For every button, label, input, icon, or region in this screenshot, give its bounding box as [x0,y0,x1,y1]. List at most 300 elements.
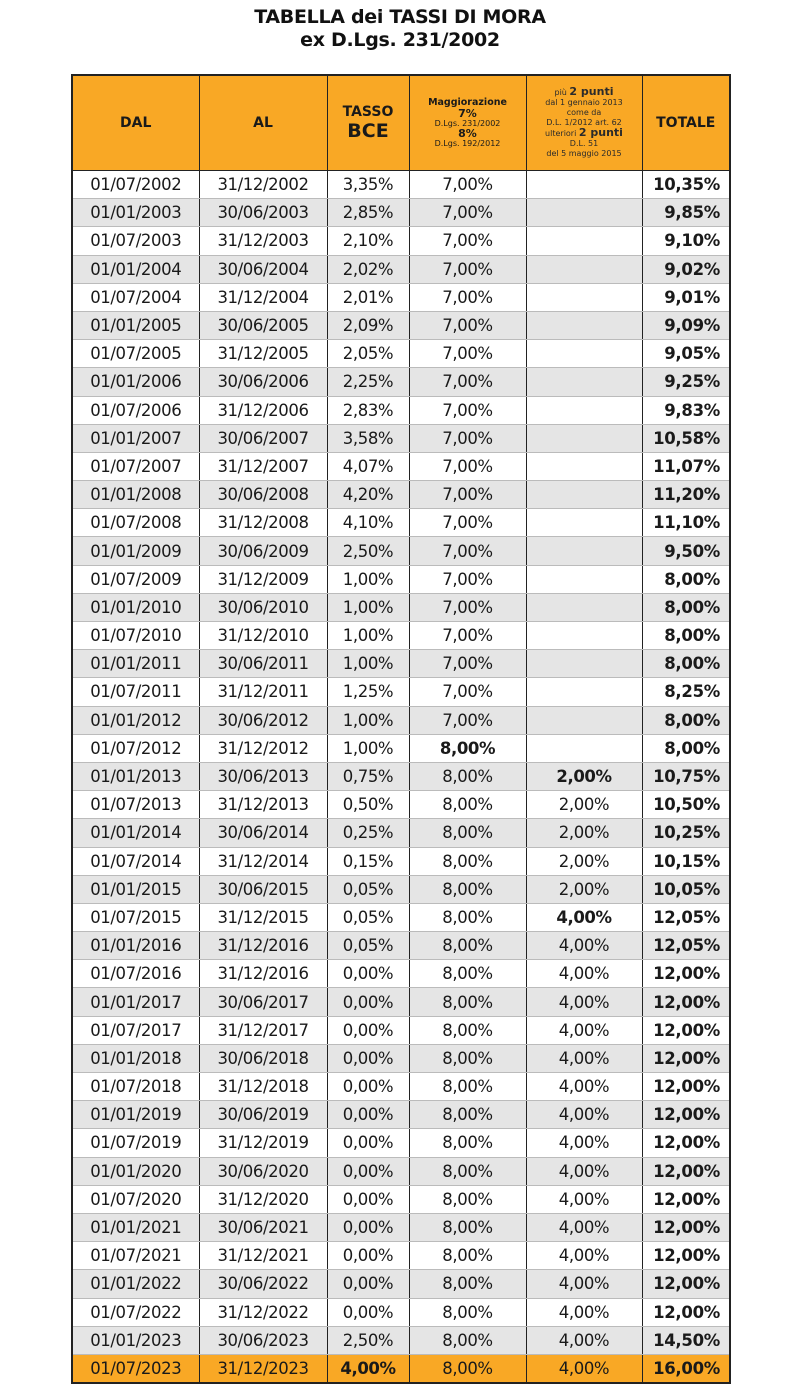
cell-punti [526,199,642,227]
cell-punti [526,227,642,255]
cell-totale: 9,02% [642,255,730,283]
header-tasso-label: TASSO [342,104,394,120]
cell-maggiorazione: 7,00% [409,311,526,339]
cell-maggiorazione: 8,00% [409,1326,526,1354]
cell-dal: 01/07/2018 [72,1073,199,1101]
header-magg-ref-2: D.Lgs. 192/2012 [434,139,501,148]
cell-tasso-bce: 0,00% [327,1270,409,1298]
cell-totale: 12,00% [642,960,730,988]
cell-tasso-bce: 1,00% [327,593,409,621]
cell-al: 30/06/2013 [199,762,327,790]
cell-tasso-bce: 0,05% [327,875,409,903]
cell-tasso-bce: 2,85% [327,199,409,227]
cell-dal: 01/07/2005 [72,340,199,368]
cell-al: 31/12/2021 [199,1242,327,1270]
table-row [72,227,730,255]
cell-dal: 01/01/2006 [72,368,199,396]
cell-tasso-bce: 0,05% [327,932,409,960]
cell-al: 31/12/2018 [199,1073,327,1101]
cell-dal: 01/01/2012 [72,706,199,734]
cell-dal: 01/01/2004 [72,255,199,283]
cell-al: 31/12/2009 [199,565,327,593]
cell-totale: 8,00% [642,622,730,650]
table-row [72,1129,730,1157]
cell-maggiorazione: 7,00% [409,424,526,452]
header-punti-ulteriori: ulteriori [545,129,577,138]
cell-al: 31/12/2006 [199,396,327,424]
cell-punti: 2,00% [526,791,642,819]
cell-dal: 01/01/2008 [72,481,199,509]
cell-maggiorazione: 7,00% [409,283,526,311]
cell-totale: 10,25% [642,819,730,847]
cell-tasso-bce: 3,58% [327,424,409,452]
table-row [72,1101,730,1129]
table-row [72,1016,730,1044]
cell-al: 30/06/2006 [199,368,327,396]
cell-dal: 01/07/2020 [72,1185,199,1213]
cell-dal: 01/01/2017 [72,988,199,1016]
cell-al: 30/06/2003 [199,199,327,227]
cell-dal: 01/07/2003 [72,227,199,255]
cell-totale: 12,05% [642,903,730,931]
header-punti-line-6: D.L. 51 [569,139,599,148]
cell-punti [526,622,642,650]
cell-maggiorazione: 8,00% [409,819,526,847]
cell-punti: 4,00% [526,1129,642,1157]
cell-totale: 8,00% [642,593,730,621]
cell-totale: 9,05% [642,340,730,368]
cell-tasso-bce: 2,50% [327,1326,409,1354]
header-totale: TOTALE [642,75,730,171]
cell-al: 30/06/2004 [199,255,327,283]
header-punti [526,75,642,171]
cell-dal: 01/01/2009 [72,537,199,565]
cell-maggiorazione: 7,00% [409,593,526,621]
cell-punti [526,734,642,762]
cell-totale: 10,50% [642,791,730,819]
cell-totale: 10,15% [642,847,730,875]
cell-dal: 01/01/2020 [72,1157,199,1185]
cell-tasso-bce: 2,05% [327,340,409,368]
cell-maggiorazione: 8,00% [409,875,526,903]
table-row [72,650,730,678]
cell-punti [526,565,642,593]
cell-tasso-bce: 0,00% [327,988,409,1016]
table-row [72,1073,730,1101]
cell-totale: 9,10% [642,227,730,255]
cell-al: 31/12/2008 [199,509,327,537]
cell-punti: 4,00% [526,1326,642,1354]
cell-dal: 01/07/2019 [72,1129,199,1157]
header-magg-percent-1: 7% [458,107,477,120]
cell-totale: 8,00% [642,650,730,678]
cell-totale: 12,00% [642,988,730,1016]
table-row [72,819,730,847]
cell-maggiorazione: 7,00% [409,255,526,283]
cell-punti [526,481,642,509]
cell-punti [526,283,642,311]
cell-maggiorazione: 7,00% [409,199,526,227]
cell-tasso-bce: 1,00% [327,622,409,650]
cell-totale: 9,50% [642,537,730,565]
cell-maggiorazione: 7,00% [409,678,526,706]
cell-punti: 4,00% [526,1044,642,1072]
header-punti-bold-2: 2 punti [578,126,623,139]
cell-punti [526,537,642,565]
table-row [72,593,730,621]
cell-totale: 12,00% [642,1185,730,1213]
cell-tasso-bce: 1,00% [327,734,409,762]
cell-dal: 01/07/2021 [72,1242,199,1270]
cell-dal: 01/07/2015 [72,903,199,931]
cell-al: 30/06/2019 [199,1101,327,1129]
cell-dal: 01/07/2017 [72,1016,199,1044]
cell-maggiorazione: 7,00% [409,396,526,424]
table-row [72,340,730,368]
header-dal: DAL [72,75,199,171]
cell-tasso-bce: 1,00% [327,565,409,593]
cell-dal: 01/01/2013 [72,762,199,790]
header-magg-ref-1: D.Lgs. 231/2002 [434,119,501,128]
cell-totale: 14,50% [642,1326,730,1354]
cell-maggiorazione: 7,00% [409,565,526,593]
table-row [72,875,730,903]
table-row [72,734,730,762]
table-row [72,452,730,480]
cell-totale: 8,00% [642,565,730,593]
cell-dal: 01/07/2009 [72,565,199,593]
cell-dal: 01/01/2015 [72,875,199,903]
cell-al: 30/06/2009 [199,537,327,565]
cell-tasso-bce: 4,07% [327,452,409,480]
cell-tasso-bce: 0,25% [327,819,409,847]
cell-al: 30/06/2008 [199,481,327,509]
cell-al: 30/06/2005 [199,311,327,339]
cell-punti [526,171,642,199]
cell-maggiorazione: 8,00% [409,1298,526,1326]
header-punti-bold-1: 2 punti [569,85,614,98]
cell-al: 31/12/2016 [199,960,327,988]
cell-dal: 01/01/2010 [72,593,199,621]
cell-maggiorazione: 7,00% [409,368,526,396]
cell-dal: 01/07/2013 [72,791,199,819]
table-row [72,903,730,931]
cell-tasso-bce: 3,35% [327,171,409,199]
table-row [72,565,730,593]
cell-al: 30/06/2015 [199,875,327,903]
cell-maggiorazione: 8,00% [409,734,526,762]
cell-tasso-bce: 4,20% [327,481,409,509]
cell-maggiorazione: 8,00% [409,988,526,1016]
cell-totale: 10,58% [642,424,730,452]
cell-totale: 8,00% [642,706,730,734]
cell-tasso-bce: 0,75% [327,762,409,790]
cell-al: 31/12/2003 [199,227,327,255]
cell-punti: 2,00% [526,847,642,875]
table-row [72,368,730,396]
cell-tasso-bce: 0,00% [327,1101,409,1129]
cell-punti [526,678,642,706]
cell-maggiorazione: 7,00% [409,340,526,368]
table-row [72,1326,730,1354]
cell-dal: 01/01/2003 [72,199,199,227]
cell-maggiorazione: 7,00% [409,481,526,509]
cell-dal: 01/01/2021 [72,1213,199,1241]
header-punti-line-1 [527,87,642,98]
cell-dal: 01/07/2014 [72,847,199,875]
table-row [72,622,730,650]
table-body [72,171,730,1384]
cell-al: 30/06/2017 [199,988,327,1016]
cell-tasso-bce: 2,25% [327,368,409,396]
cell-punti: 4,00% [526,988,642,1016]
cell-tasso-bce: 2,02% [327,255,409,283]
cell-punti [526,452,642,480]
cell-totale: 12,05% [642,932,730,960]
cell-punti: 4,00% [526,1298,642,1326]
cell-punti [526,396,642,424]
cell-punti: 2,00% [526,875,642,903]
cell-punti [526,509,642,537]
cell-punti: 4,00% [526,903,642,931]
cell-tasso-bce: 1,00% [327,650,409,678]
cell-al: 30/06/2020 [199,1157,327,1185]
cell-dal: 01/01/2005 [72,311,199,339]
cell-maggiorazione: 8,00% [409,1073,526,1101]
cell-dal: 01/01/2016 [72,932,199,960]
cell-punti: 4,00% [526,1270,642,1298]
cell-al: 31/12/2012 [199,734,327,762]
cell-totale: 8,25% [642,678,730,706]
cell-punti [526,706,642,734]
cell-maggiorazione: 8,00% [409,847,526,875]
cell-totale: 12,00% [642,1044,730,1072]
title-line-1: TABELLA dei TASSI DI MORA [254,6,546,28]
cell-dal: 01/07/2010 [72,622,199,650]
cell-maggiorazione: 8,00% [409,1270,526,1298]
cell-tasso-bce: 0,00% [327,1073,409,1101]
cell-tasso-bce: 0,00% [327,1185,409,1213]
cell-dal: 01/01/2023 [72,1326,199,1354]
cell-totale: 8,00% [642,734,730,762]
cell-maggiorazione: 8,00% [409,1213,526,1241]
cell-dal: 01/01/2007 [72,424,199,452]
cell-al: 31/12/2019 [199,1129,327,1157]
cell-punti: 4,00% [526,1157,642,1185]
cell-dal: 01/01/2022 [72,1270,199,1298]
cell-maggiorazione: 7,00% [409,537,526,565]
table-row [72,1044,730,1072]
cell-al: 30/06/2018 [199,1044,327,1072]
cell-tasso-bce: 0,00% [327,1242,409,1270]
cell-totale: 9,85% [642,199,730,227]
cell-maggiorazione: 7,00% [409,622,526,650]
cell-maggiorazione: 8,00% [409,1044,526,1072]
cell-dal: 01/07/2022 [72,1298,199,1326]
table-row [72,988,730,1016]
cell-tasso-bce: 0,00% [327,1298,409,1326]
cell-maggiorazione: 8,00% [409,1016,526,1044]
cell-maggiorazione: 8,00% [409,1242,526,1270]
cell-punti: 4,00% [526,932,642,960]
cell-maggiorazione: 8,00% [409,1354,526,1383]
cell-punti: 4,00% [526,1354,642,1383]
cell-totale: 9,83% [642,396,730,424]
table-row [72,283,730,311]
cell-tasso-bce: 0,15% [327,847,409,875]
table-title [0,6,800,52]
cell-tasso-bce: 0,05% [327,903,409,931]
cell-maggiorazione: 7,00% [409,452,526,480]
header-maggiorazione [409,75,526,171]
cell-punti [526,311,642,339]
table-row [72,706,730,734]
table-row [72,1270,730,1298]
cell-totale: 9,25% [642,368,730,396]
cell-dal: 01/01/2011 [72,650,199,678]
table-row [72,762,730,790]
cell-punti: 4,00% [526,1073,642,1101]
cell-punti [526,424,642,452]
cell-dal: 01/07/2008 [72,509,199,537]
cell-tasso-bce: 4,10% [327,509,409,537]
cell-punti: 4,00% [526,1016,642,1044]
cell-al: 31/12/2005 [199,340,327,368]
cell-al: 30/06/2011 [199,650,327,678]
cell-maggiorazione: 8,00% [409,1185,526,1213]
cell-tasso-bce: 4,00% [327,1354,409,1383]
cell-dal: 01/07/2004 [72,283,199,311]
header-row [72,75,730,171]
table-row [72,537,730,565]
table-row [72,481,730,509]
late-interest-rates-table [71,74,731,1384]
cell-al: 31/12/2013 [199,791,327,819]
cell-al: 31/12/2020 [199,1185,327,1213]
cell-dal: 01/01/2019 [72,1101,199,1129]
cell-totale: 12,00% [642,1213,730,1241]
cell-punti [526,255,642,283]
cell-dal: 01/07/2011 [72,678,199,706]
table-row [72,396,730,424]
cell-tasso-bce: 0,00% [327,1044,409,1072]
cell-totale: 9,09% [642,311,730,339]
cell-totale: 11,20% [642,481,730,509]
cell-totale: 12,00% [642,1157,730,1185]
cell-al: 31/12/2014 [199,847,327,875]
cell-punti [526,340,642,368]
cell-totale: 12,00% [642,1298,730,1326]
cell-punti [526,593,642,621]
cell-totale: 16,00% [642,1354,730,1383]
cell-al: 31/12/2015 [199,903,327,931]
cell-dal: 01/07/2023 [72,1354,199,1383]
cell-dal: 01/01/2014 [72,819,199,847]
cell-dal: 01/07/2016 [72,960,199,988]
header-punti-line-5 [527,128,642,139]
cell-totale: 12,00% [642,1129,730,1157]
cell-al: 30/06/2014 [199,819,327,847]
cell-totale: 11,10% [642,509,730,537]
cell-al: 31/12/2023 [199,1354,327,1383]
header-punti-line-3: come da [566,108,602,117]
cell-maggiorazione: 8,00% [409,1129,526,1157]
cell-totale: 10,75% [642,762,730,790]
table-row [72,960,730,988]
table-row [72,1185,730,1213]
header-punti-line-2: dal 1 gennaio 2013 [545,98,623,107]
cell-punti: 2,00% [526,762,642,790]
cell-punti [526,650,642,678]
cell-totale: 10,35% [642,171,730,199]
cell-punti: 2,00% [526,819,642,847]
cell-dal: 01/07/2007 [72,452,199,480]
cell-al: 31/12/2002 [199,171,327,199]
cell-maggiorazione: 8,00% [409,1101,526,1129]
table-row [72,1354,730,1383]
table-row [72,678,730,706]
cell-totale: 11,07% [642,452,730,480]
table-row [72,1213,730,1241]
cell-al: 30/06/2022 [199,1270,327,1298]
cell-punti: 4,00% [526,960,642,988]
cell-totale: 12,00% [642,1016,730,1044]
cell-tasso-bce: 0,00% [327,960,409,988]
cell-tasso-bce: 0,00% [327,1129,409,1157]
cell-al: 31/12/2007 [199,452,327,480]
cell-totale: 12,00% [642,1073,730,1101]
header-al: AL [199,75,327,171]
table-row [72,424,730,452]
cell-maggiorazione: 7,00% [409,706,526,734]
cell-al: 30/06/2023 [199,1326,327,1354]
cell-al: 30/06/2010 [199,593,327,621]
title-line-2: ex D.Lgs. 231/2002 [300,29,500,51]
cell-totale: 12,00% [642,1270,730,1298]
cell-maggiorazione: 8,00% [409,1157,526,1185]
cell-punti: 4,00% [526,1213,642,1241]
cell-punti: 4,00% [526,1101,642,1129]
header-magg-title: Maggiorazione [428,97,507,108]
cell-tasso-bce: 2,09% [327,311,409,339]
cell-maggiorazione: 8,00% [409,932,526,960]
cell-punti: 4,00% [526,1242,642,1270]
cell-dal: 01/07/2002 [72,171,199,199]
cell-dal: 01/07/2012 [72,734,199,762]
cell-totale: 10,05% [642,875,730,903]
cell-tasso-bce: 2,10% [327,227,409,255]
cell-maggiorazione: 8,00% [409,762,526,790]
header-punti-pre: più [554,88,567,97]
cell-maggiorazione: 8,00% [409,903,526,931]
cell-tasso-bce: 0,00% [327,1213,409,1241]
table-row [72,1157,730,1185]
table-row [72,199,730,227]
table-row [72,932,730,960]
cell-tasso-bce: 1,25% [327,678,409,706]
cell-maggiorazione: 7,00% [409,227,526,255]
cell-al: 31/12/2011 [199,678,327,706]
table-row [72,171,730,199]
cell-tasso-bce: 1,00% [327,706,409,734]
cell-al: 30/06/2012 [199,706,327,734]
cell-al: 30/06/2007 [199,424,327,452]
cell-maggiorazione: 7,00% [409,509,526,537]
cell-tasso-bce: 2,01% [327,283,409,311]
cell-totale: 12,00% [642,1242,730,1270]
header-punti-line-7: del 5 maggio 2015 [546,149,622,158]
cell-dal: 01/01/2018 [72,1044,199,1072]
